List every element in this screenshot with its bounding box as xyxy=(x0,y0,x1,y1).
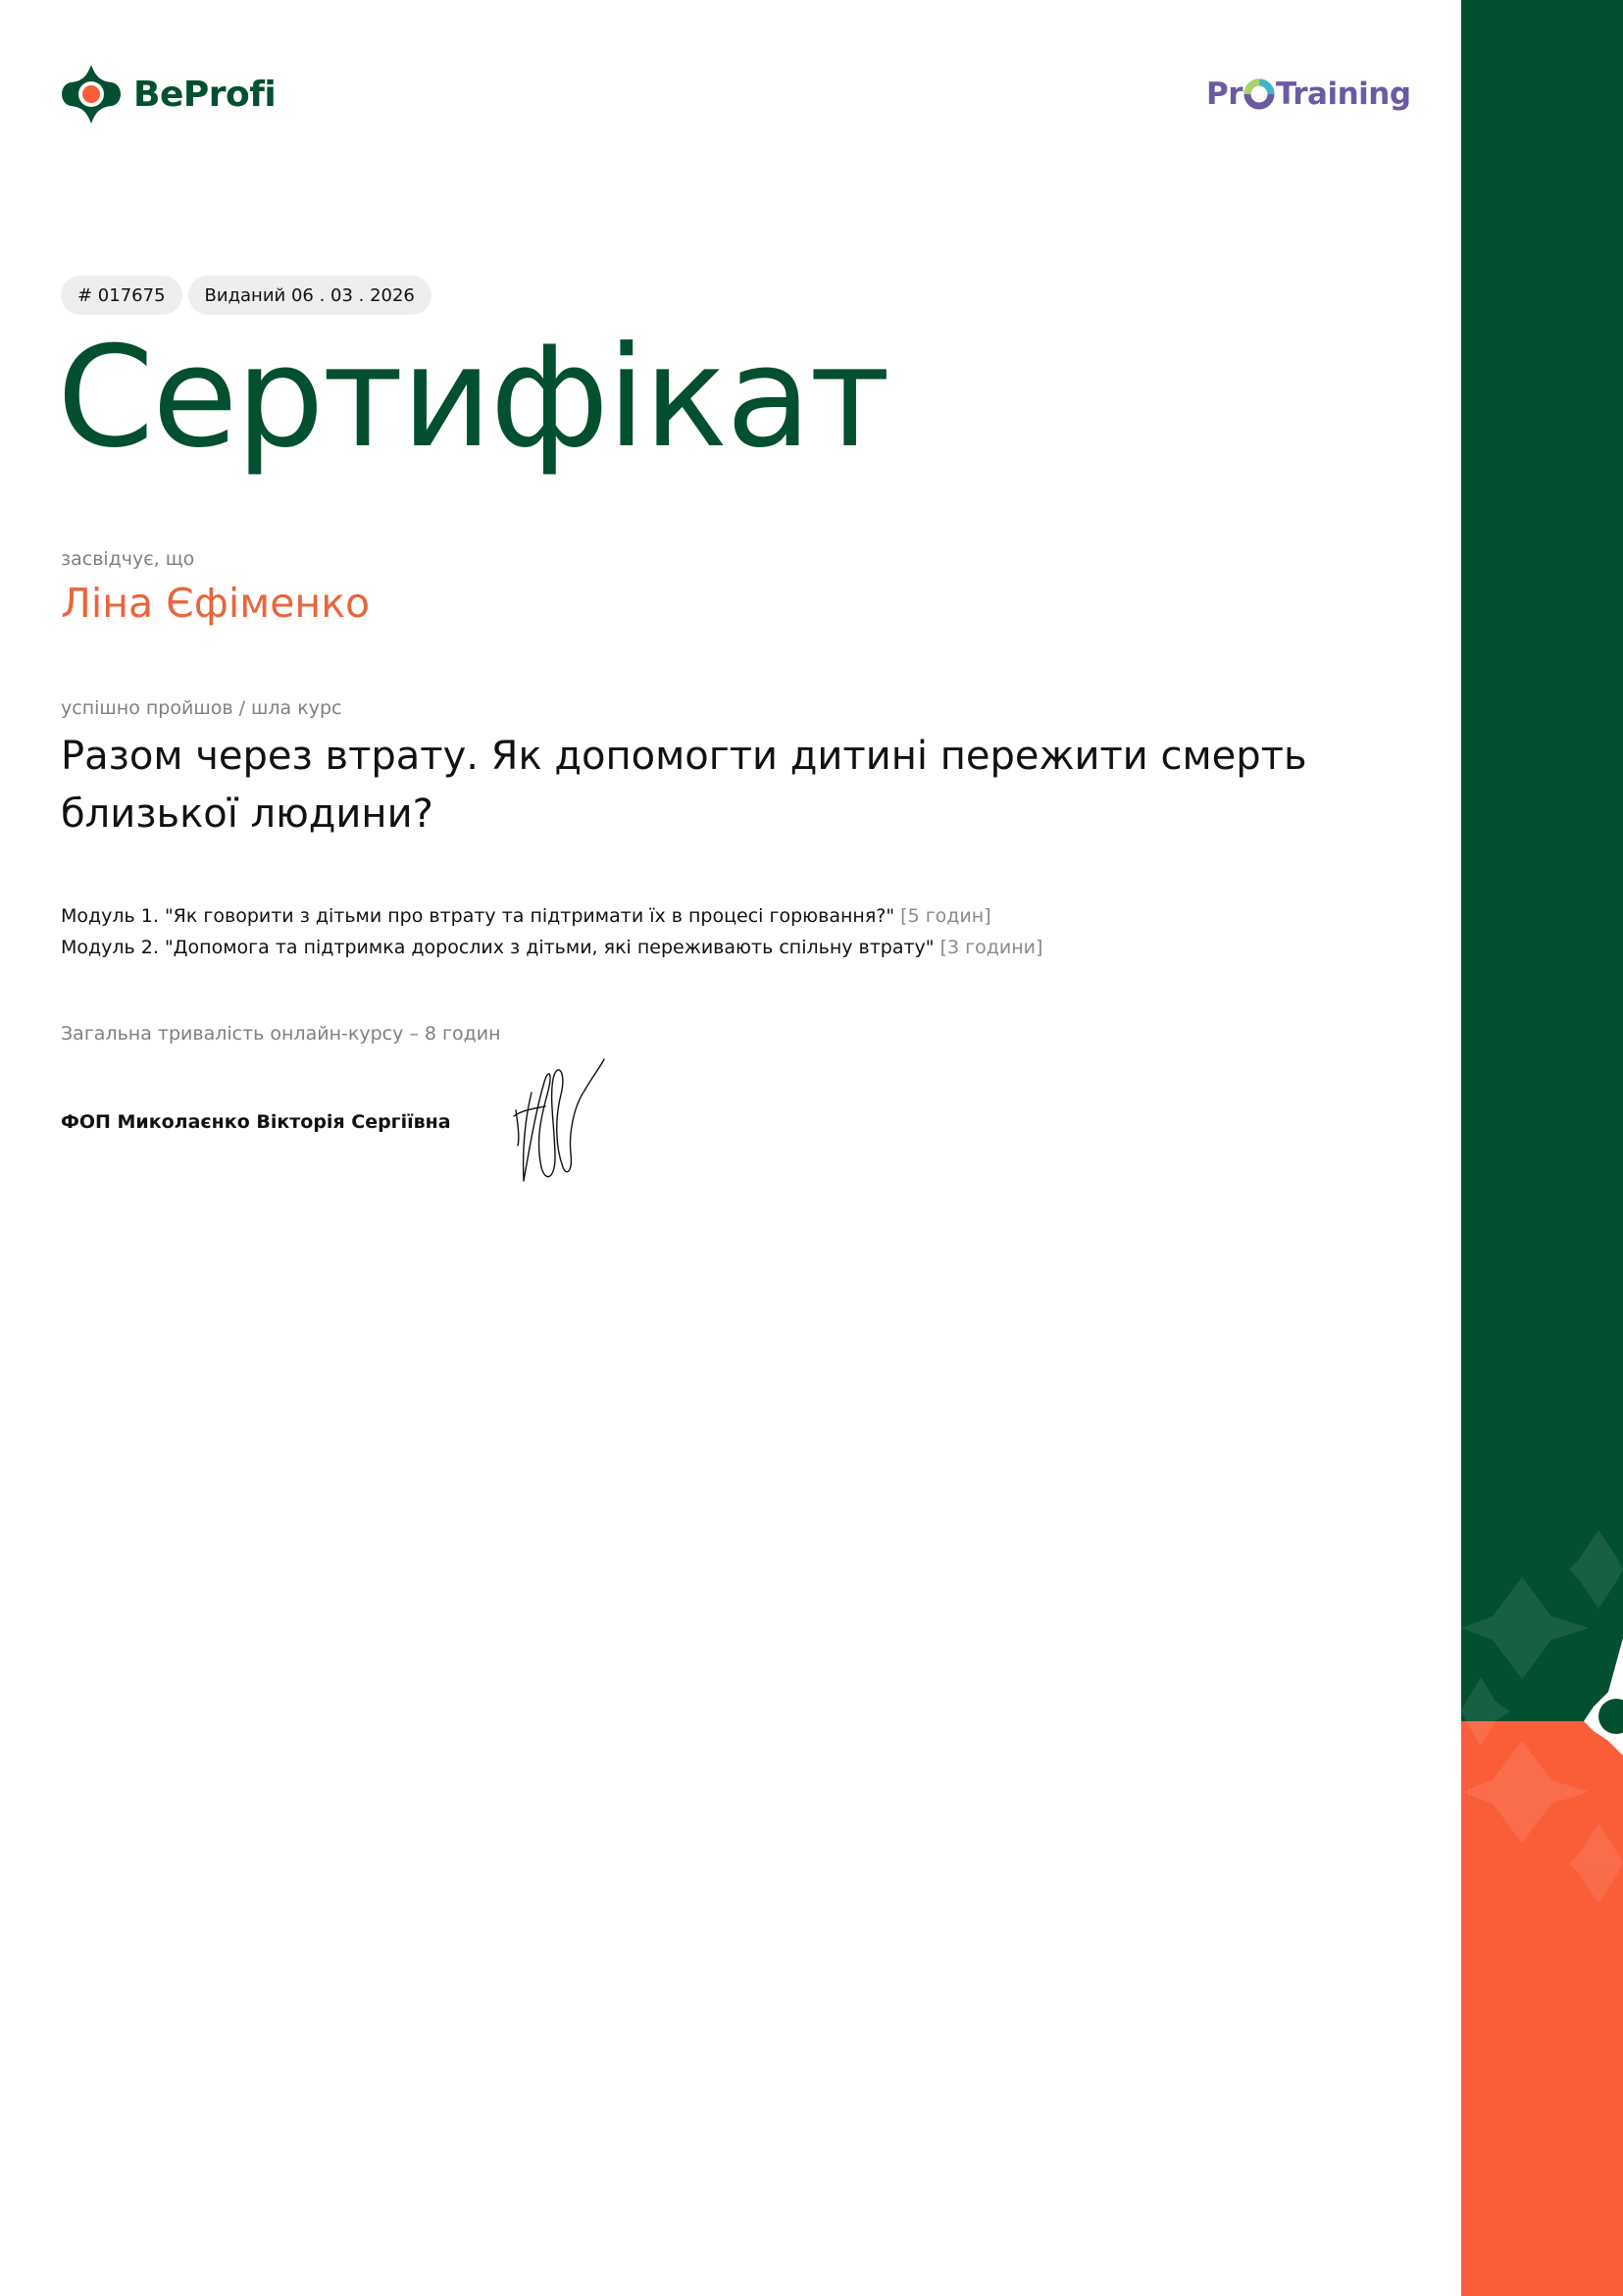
total-duration: Загальна тривалість онлайн-курсу – 8 годин xyxy=(61,1023,501,1045)
band-pattern-icon xyxy=(1461,1530,1623,1922)
course-title: Разом через втрату. Як допомогти дитині пережити смерть близької людини? xyxy=(61,734,1307,837)
module-text: Модуль 1. "Як говорити з дітьми про втрату та підтримати їх в процесі горювання?" xyxy=(61,905,895,927)
band-green-section xyxy=(1461,0,1623,1721)
protraining-wordmark-suffix: Training xyxy=(1276,77,1411,112)
issue-date-badge: Виданий 06 . 03 . 2026 xyxy=(188,276,431,315)
module-hours: [5 годин] xyxy=(900,905,991,927)
completed-label: успішно пройшов / шла курс xyxy=(61,697,342,719)
beprofi-mark-icon xyxy=(61,64,122,125)
protraining-ring-icon xyxy=(1243,78,1275,110)
certificate-title: Сертифікат xyxy=(57,317,889,479)
module-item xyxy=(61,932,1042,963)
module-item xyxy=(61,900,1042,932)
protraining-logo xyxy=(1206,73,1411,116)
signer-name: ФОП Миколаєнко Вікторія Сергіївна xyxy=(61,1111,451,1133)
signature-icon xyxy=(502,1051,610,1187)
certifies-label: засвідчує, що xyxy=(61,548,195,570)
beprofi-logo xyxy=(61,63,276,126)
module-hours: [3 години] xyxy=(939,937,1043,958)
recipient-name: Ліна Єфіменко xyxy=(61,580,371,627)
protraining-wordmark-prefix: Pr xyxy=(1206,77,1243,112)
module-text: Модуль 2. "Допомога та підтримка дорослих з дітьми, які переживають спільну втрату" xyxy=(61,937,935,958)
certificate-meta xyxy=(61,276,431,315)
beprofi-wordmark: BeProfi xyxy=(133,74,277,115)
module-list xyxy=(61,900,1042,963)
decorative-side-band xyxy=(1461,0,1623,2296)
certificate-number-badge: # 017675 xyxy=(61,276,182,315)
